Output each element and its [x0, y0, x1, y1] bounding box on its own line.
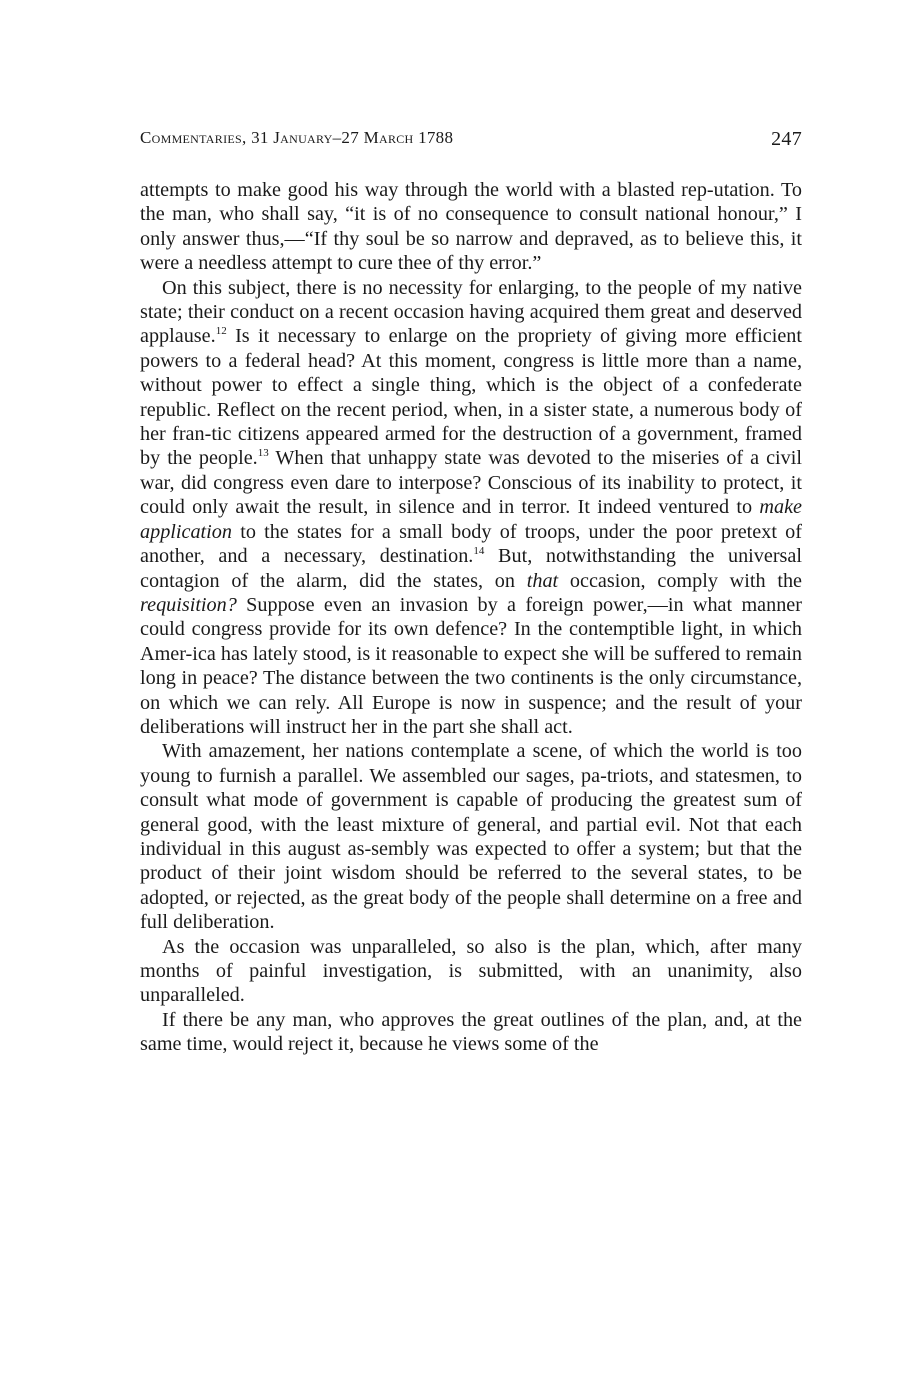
footnote-ref-14: 14 [473, 545, 485, 558]
paragraph-1 [140, 178, 802, 276]
italic-phrase: make application [140, 496, 802, 543]
footnote-ref-13: 13 [257, 447, 269, 460]
paragraph-text: attempts to make good his way through the world with a blasted rep-utation. To the man, who shall say, “it is of no consequence to consult national honour,” I only answer thus,—“If thy soul be so narrow and depraved, as to believe this, it were a needless attempt to cure thee of thy error.” [140, 179, 802, 275]
paragraph-text: If there be any man, who approves the great outlines of the plan, and, at the same time, would reject it, because he views some of the [140, 1008, 802, 1056]
body-text [140, 178, 802, 1057]
paragraph-text: Suppose even an invasion by a foreign power,—in what manner could congress provide for its own defence? In the contemptible light, in which Amer-ica has lately stood, is it reasonable to expect she will be suffered to remain long in peace? The distance between the two continents is the only circumstance, on which we can rely. All Europe is now in suspence; and the result of your deliberations will instruct her in the part she shall act. [140, 593, 802, 738]
paragraph-text: occasion, comply with the [558, 569, 802, 592]
italic-word: requisition? [140, 593, 237, 616]
paragraph-text: On this subject, there is no necessity for enlarging, to the people of my native state; their conduct on a recent occasion having acquired them great and deserved applause. [140, 276, 802, 348]
paragraph-4 [140, 935, 802, 1008]
paragraph-text: When that unhappy state was devoted to the miseries of a civil war, did congress even dare to interpose? Conscious of its inability to protect, it could only await the result, in silence and in terror. It indeed ventured to [140, 447, 802, 519]
paragraph-text: With amazement, her nations contemplate a scene, of which the world is too young to furnish a parallel. We assembled our sages, pa-triots, and statesmen, to consult what mode of government is capable of producing the greatest sum of general good, with the least mixture of general, and partial evil. Not that each individual in this august as-sembly was expected to offer a system; but that the product of their joint wisdom should be referred to the several states, to be adopted, or rejected, as the great body of the people shall determine on a free and full deliberation. [140, 740, 802, 934]
book-page [140, 128, 802, 1057]
footnote-ref-12: 12 [215, 325, 227, 338]
paragraph-text: But, notwithstanding the universal contagion of the alarm, did the states, on [140, 545, 802, 592]
paragraph-text: As the occasion was unparalleled, so also is the plan, which, after many months of painful investigation, is submitted, with an unanimity, also unparalleled. [140, 935, 802, 1007]
paragraph-2 [140, 276, 802, 740]
running-title: Commentaries, 31 January–27 March 1788 [140, 128, 454, 147]
paragraph-5 [140, 1008, 802, 1057]
italic-word: that [526, 569, 559, 592]
paragraph-text: Is it necessary to enlarge on the propriety of giving more efficient powers to a federal head? At this moment, congress is little more than a name, without power to effect a single thing, which is the object of a confederate republic. Reflect on the recent period, when, in a sister state, a numerous body of her fran-tic citizens appeared armed for the destruction of a government, framed by the people. [140, 325, 802, 470]
paragraph-3 [140, 739, 802, 934]
running-head [140, 128, 802, 154]
paragraph-text: to the states for a small body of troops, under the poor pretext of another, and a necessary, destination. [140, 520, 802, 568]
page-number: 247 [771, 128, 802, 150]
